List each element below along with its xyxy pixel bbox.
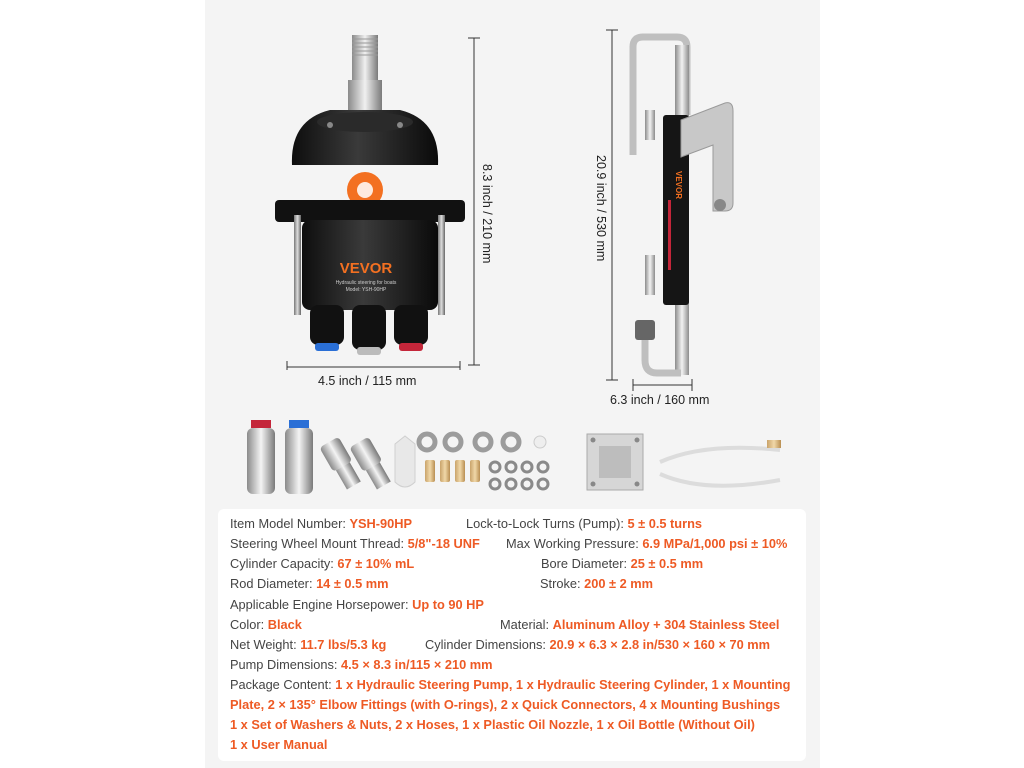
spec-row-weight [230,637,386,653]
cylinder-brand-logo: VEVOR [674,170,683,200]
hoses-icon [660,448,780,486]
spec-value: 1 x Hydraulic Steering Pump, 1 x Hydraulic Steering Cylinder, 1 x Mounting [335,677,791,692]
spec-value: 20.9 × 6.3 × 2.8 in/530 × 160 × 70 mm [549,637,771,652]
spec-value: Aluminum Alloy + 304 Stainless Steel [552,617,780,632]
pump-brand-logo: VEVOR [339,260,393,277]
spec-value: 11.7 lbs/5.3 kg [300,637,387,652]
spec-row-package [230,677,790,693]
spec-label: Color: [230,617,265,632]
spec-value: 6.9 MPa/1,000 psi ± 10% [642,536,788,551]
cylinder-width-label: 6.3 inch / 160 mm [610,393,710,407]
spec-label: Item Model Number: [230,516,346,531]
spec-row-cylinder-dims [425,637,770,653]
svg-text:Model: YSH-90HP: Model: YSH-90HP [345,287,387,293]
spec-row-max-pressure [506,536,787,552]
spec-value: 67 ± 10% mL [337,556,415,571]
spec-label: Applicable Engine Horsepower: [230,597,409,612]
spec-value: 5 ± 0.5 turns [627,516,703,531]
spec-row-stroke [540,576,653,592]
cylinder-length-label: 20.9 inch / 530 mm [594,155,608,262]
pump-dimension-lines [282,30,482,370]
pump-width-label: 4.5 inch / 115 mm [318,374,417,388]
spec-label: Rod Diameter: [230,576,313,591]
spec-value: 4.5 × 8.3 in/115 × 210 mm [340,657,493,672]
spec-label: Steering Wheel Mount Thread: [230,536,405,551]
spec-label: Max Working Pressure: [506,536,639,551]
svg-text:Hydraulic steering for boats: Hydraulic steering for boats [335,280,397,286]
spec-label: Cylinder Capacity: [230,556,334,571]
spec-row-rod [230,576,389,592]
spec-row-bore [541,556,703,572]
spec-value: 1 x User Manual [230,737,328,752]
spec-row-color [230,617,302,633]
spec-row-pump-dims [230,657,493,673]
spec-label: Lock-to-Lock Turns (Pump): [466,516,624,531]
spec-value: 1 x Set of Washers & Nuts, 2 x Hoses, 1 x Plastic Oil Nozzle, 1 x Oil Bottle (Without Oil) [230,717,755,732]
spec-row-cylinder-capacity [230,556,414,572]
spec-label: Net Weight: [230,637,297,652]
spec-value: 200 ± 2 mm [584,576,654,591]
spec-value: 14 ± 0.5 mm [316,576,389,591]
spec-label: Cylinder Dimensions: [425,637,546,652]
mounting-plate-icon [587,434,643,490]
spec-value: 5/8"-18 UNF [407,536,480,551]
quick-connector-red-icon [247,420,275,494]
spec-label: Bore Diameter: [541,556,628,571]
package-line [230,697,780,713]
spec-row-material [500,617,779,633]
spec-value: Black [267,617,302,632]
spec-value: 25 ± 0.5 mm [630,556,704,571]
spec-label: Material: [500,617,550,632]
package-line [230,737,327,753]
spec-value: Plate, 2 × 135° Elbow Fittings (with O-rings), 2 x Quick Connectors, 4 x Mounting Bushings [230,697,781,712]
pump-height-label: 8.3 inch / 210 mm [480,164,494,264]
cylinder-dimension-lines [600,25,720,395]
spec-value: Up to 90 HP [412,597,484,612]
spec-label: Pump Dimensions: [230,657,338,672]
oil-nozzle-icon [395,436,415,487]
spec-row-lock-to-lock [466,516,702,532]
spec-row-wheel-thread [230,536,480,552]
spec-row-horsepower [230,597,484,613]
quick-connector-blue-icon [285,420,313,494]
package-line [230,717,755,733]
specifications-box [218,509,806,761]
spec-row-model [230,516,412,532]
spec-value: YSH-90HP [349,516,413,531]
accessories-row [235,412,795,502]
spec-label: Stroke: [540,576,581,591]
spec-label: Package Content: [230,677,332,692]
